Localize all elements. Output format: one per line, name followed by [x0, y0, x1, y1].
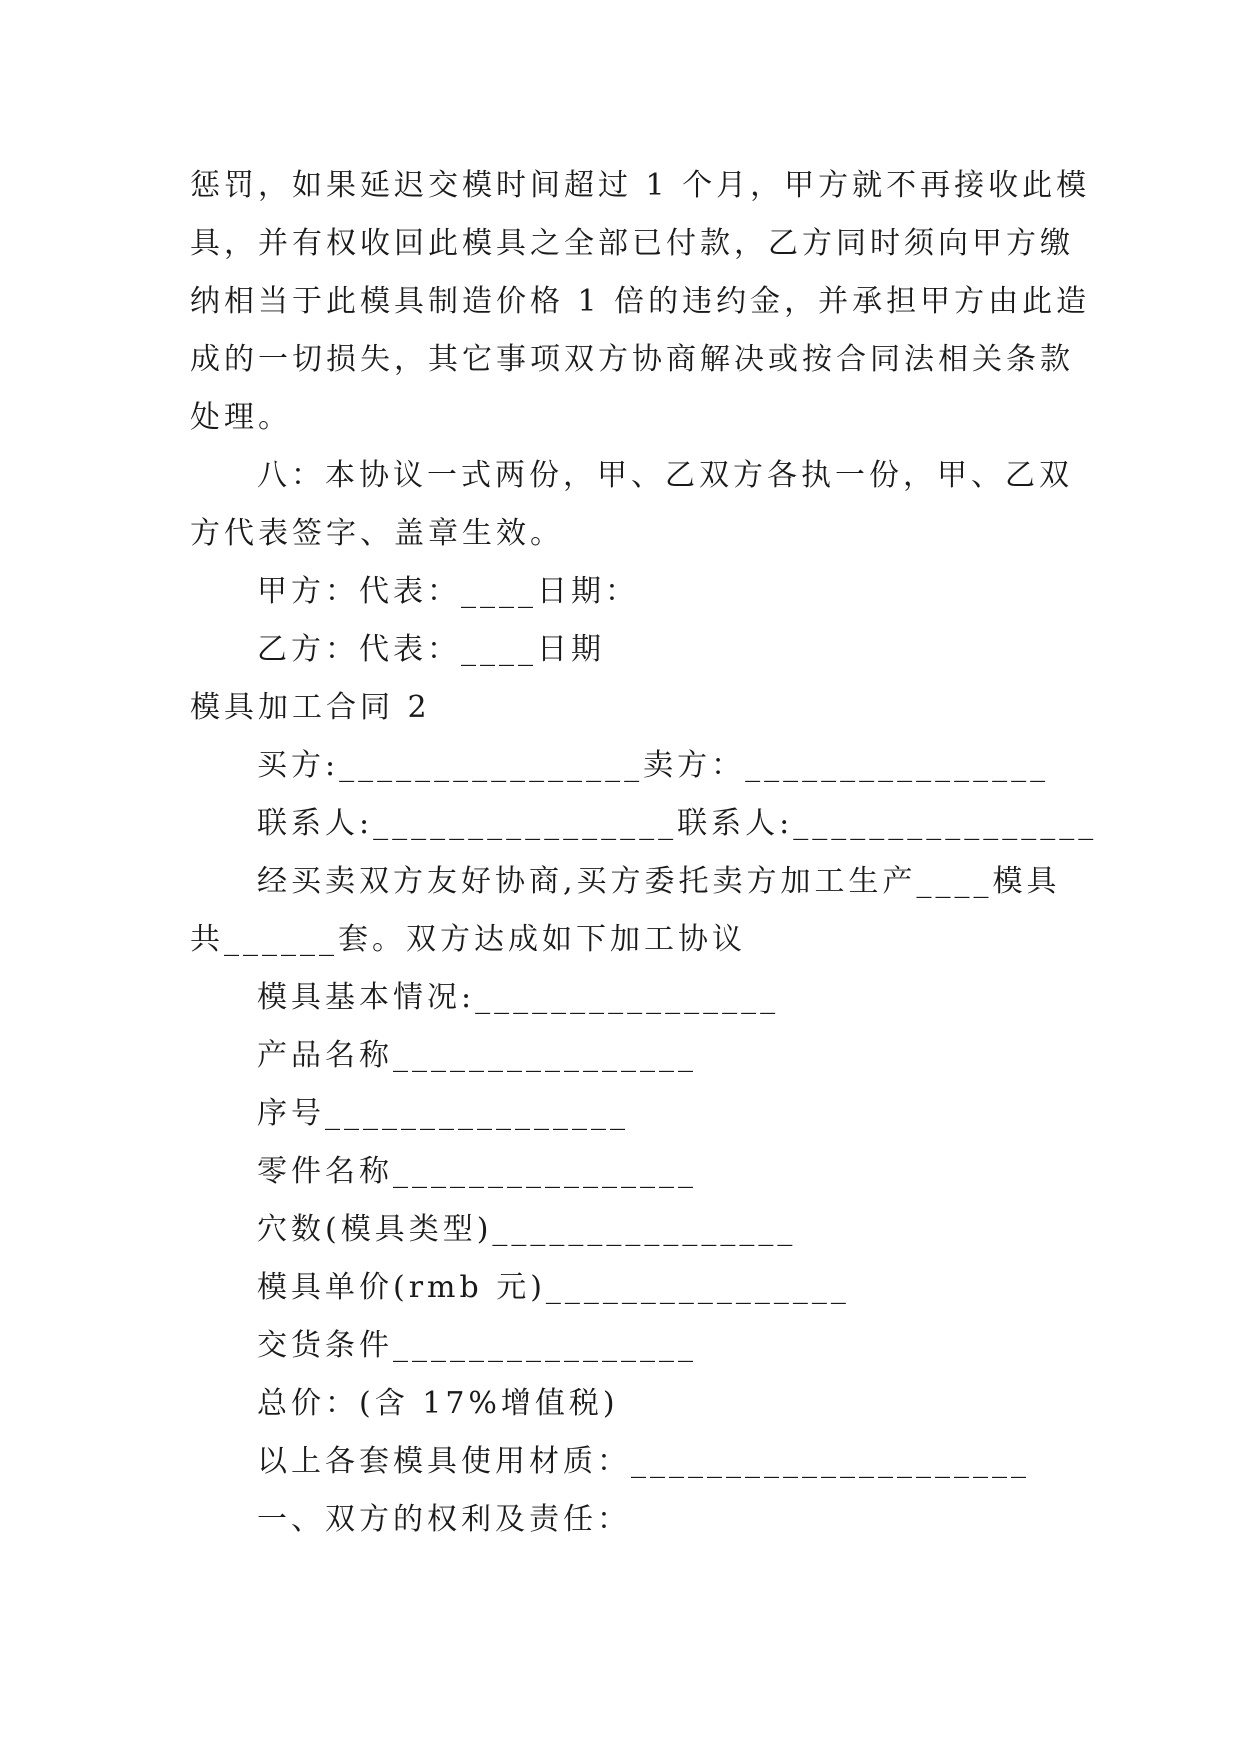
paragraph-line: 处理。 — [190, 400, 292, 435]
mold-info-line: 模具基本情况:________________ — [257, 980, 780, 1015]
product-name-line: 产品名称________________ — [257, 1038, 697, 1073]
buyer-seller-line: 买方:________________卖方：________________ — [257, 748, 1050, 783]
total-price-line: 总价：(含 17%增值税) — [257, 1386, 619, 1421]
clause-eight-line: 八：本协议一式两份，甲、乙双方各执一份，甲、乙双 — [257, 458, 1073, 493]
contract-heading: 模具加工合同 2 — [190, 690, 431, 725]
part-name-line: 零件名称________________ — [257, 1154, 697, 1189]
cavity-count-line: 穴数(模具类型)________________ — [257, 1212, 797, 1247]
party-a-signature-line: 甲方：代表：____日期： — [257, 574, 639, 609]
section-heading: 一、双方的权利及责任： — [257, 1502, 631, 1537]
paragraph-line: 具，并有权收回此模具之全部已付款，乙方同时须向甲方缴 — [190, 226, 1074, 261]
party-b-signature-line: 乙方：代表：____日期 — [257, 632, 605, 667]
unit-price-line: 模具单价(rmb 元)________________ — [257, 1270, 850, 1305]
clause-eight-line: 方代表签字、盖章生效。 — [190, 516, 564, 551]
contact-person-line: 联系人:________________联系人:________________ — [257, 806, 1098, 841]
serial-number-line: 序号________________ — [257, 1096, 629, 1131]
delivery-terms-line: 交货条件________________ — [257, 1328, 697, 1363]
material-line: 以上各套模具使用材质：_____________________ — [257, 1444, 1030, 1479]
agreement-intro-line: 共______套。双方达成如下加工协议 — [190, 922, 746, 957]
paragraph-line: 成的一切损失，其它事项双方协商解决或按合同法相关条款 — [190, 342, 1074, 377]
paragraph-line: 纳相当于此模具制造价格 1 倍的违约金，并承担甲方由此造 — [190, 284, 1091, 319]
agreement-intro-line: 经买卖双方友好协商,买方委托卖方加工生产____模具 — [257, 864, 1061, 899]
paragraph-line: 惩罚，如果延迟交模时间超过 1 个月，甲方就不再接收此模 — [190, 168, 1091, 203]
